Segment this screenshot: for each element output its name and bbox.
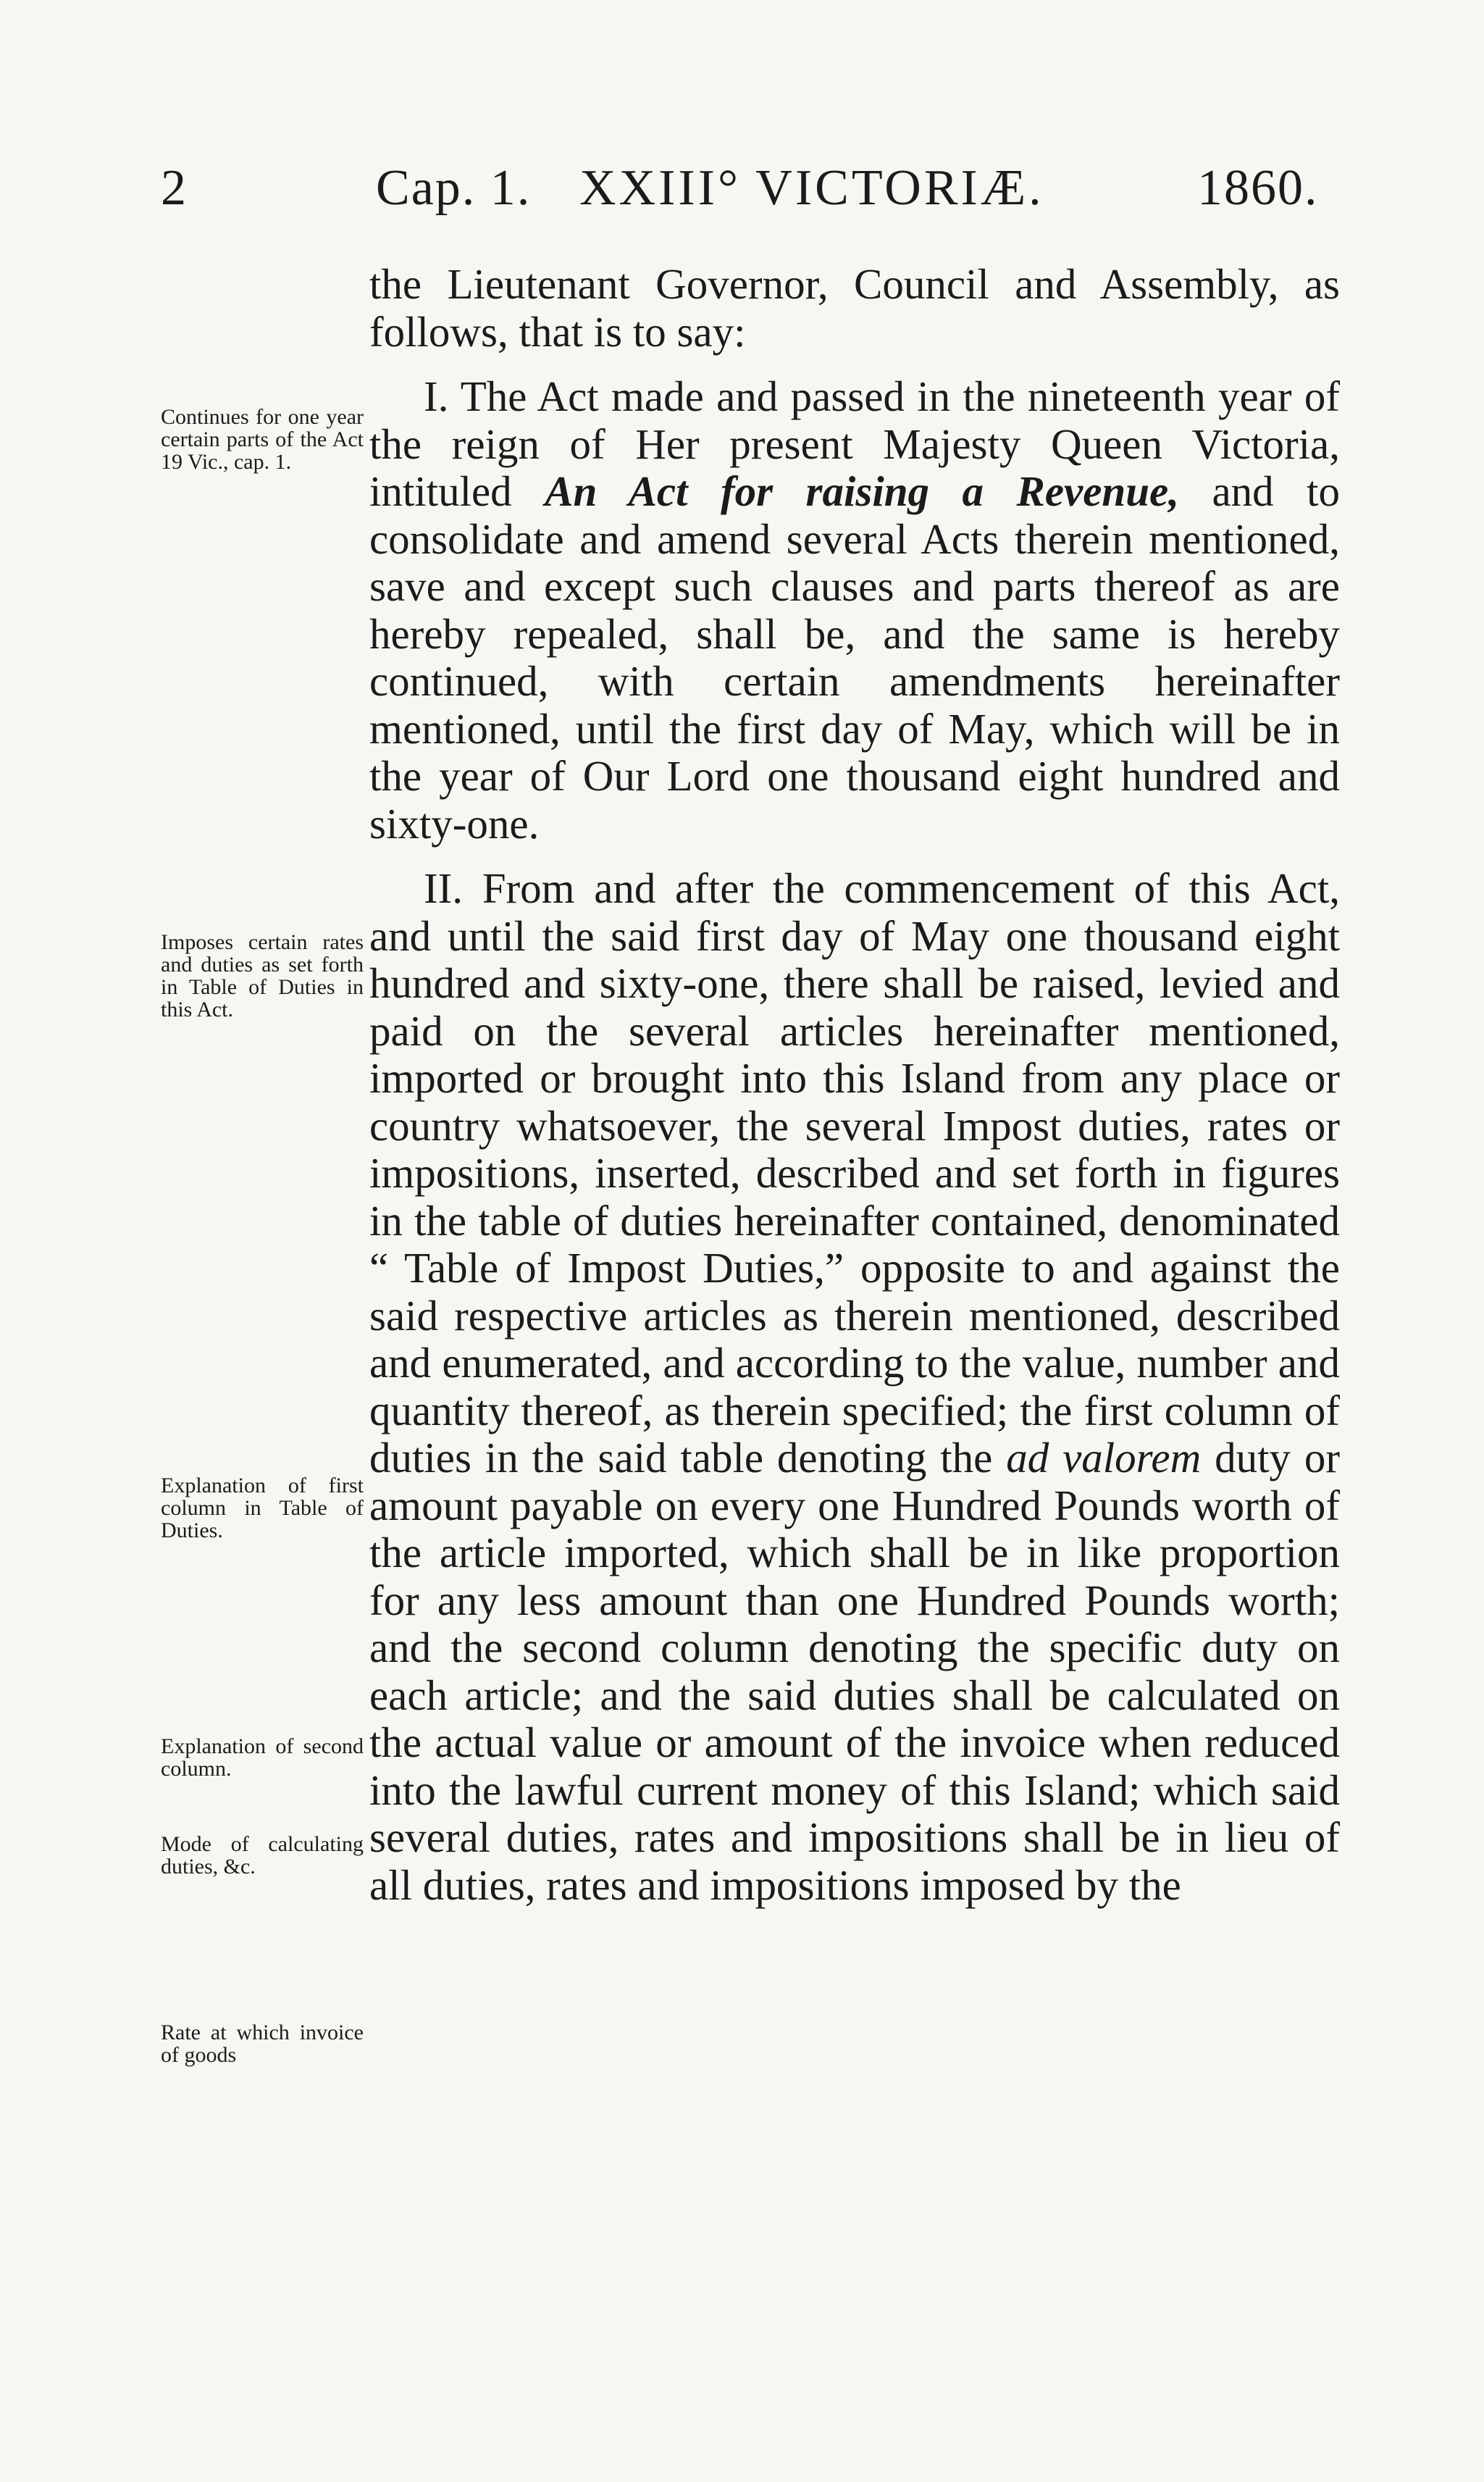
margin-note-second-column: Explanation of second column. [161, 1734, 364, 1781]
section-1-numeral: I. [424, 372, 449, 420]
section-2-numeral: II. [424, 864, 464, 912]
page-number: 2 [161, 160, 188, 216]
act-title: An Act for raising a Revenue, [545, 467, 1179, 515]
statute-body [369, 261, 1340, 1909]
section-2-text-b: duty or amount payable on every one Hundred Pounds worth of the article imported, which shall be in like proportion for any less amount than one Hundred Pounds worth; and the second column denoting the specific duty on each article; and the said duties shall be calculated on the actual value or amount of the invoice when reduced into the lawful current money of this Island; which said several duties, rates and impositions shall be in lieu of all duties, rates and impositions imposed by the [369, 1434, 1341, 1909]
section-1 [369, 373, 1340, 848]
section-1-text-a: The Act made and passed in the nineteenth year of the reign of Her present Majesty Queen Victoria, intituled [369, 372, 1340, 515]
enacting-clause: the Lieutenant Governor, Council and Assembly, as follows, that is to say: [369, 260, 1340, 356]
chapter-label: Cap. 1. [376, 160, 532, 216]
section-1-text-b: and to consolidate and amend several Acts therein mentioned, save and except such clauses and parts thereof as are hereby repealed, shall be, and the same is hereby continued, with certain amendments hereinafter mentioned, until the first day of May, which will be in the year of Our Lord one thousand eight hundred and sixty-one. [369, 467, 1340, 848]
margin-note-continues: Continues for one year certain parts of the Act 19 Vic., cap. 1. [161, 405, 364, 474]
regnal-year: XXIII° VICTORIÆ. [579, 160, 1044, 216]
margin-note-imposes: Imposes certain rates and duties as set forth in Table of Duties in this Act. [161, 930, 364, 1021]
margin-note-first-column: Explanation of first column in Table of Duties. [161, 1474, 364, 1542]
margin-note-rate: Rate at which invoice of goods [161, 2021, 364, 2067]
section-2-text-a: From and after the commencement of this Act, and until the said first day of May one thousand eight hundred and sixty-one, there shall be raised, levied and paid on the several articles hereinafter mentioned, imported or brought into this Island from any place or country whatsoever, the several Impost duties, rates or impositions, inserted, described and set forth in figures in the table of duties hereinafter contained, denominated “ Table of Impost Duties,” opposite to and against the said respective articles as therein mentioned, described and enumerated, and according to the value, number and quantity thereof, as therein specified; the first column of duties in the said table denoting the [369, 864, 1340, 1482]
running-header [0, 156, 1484, 221]
section-2 [369, 865, 1340, 1909]
margin-note-mode-of-calculating: Mode of calculating duties, &c. [161, 1832, 364, 1879]
year-label: 1860. [1197, 160, 1319, 216]
ad-valorem-term: ad valorem [1006, 1434, 1202, 1482]
